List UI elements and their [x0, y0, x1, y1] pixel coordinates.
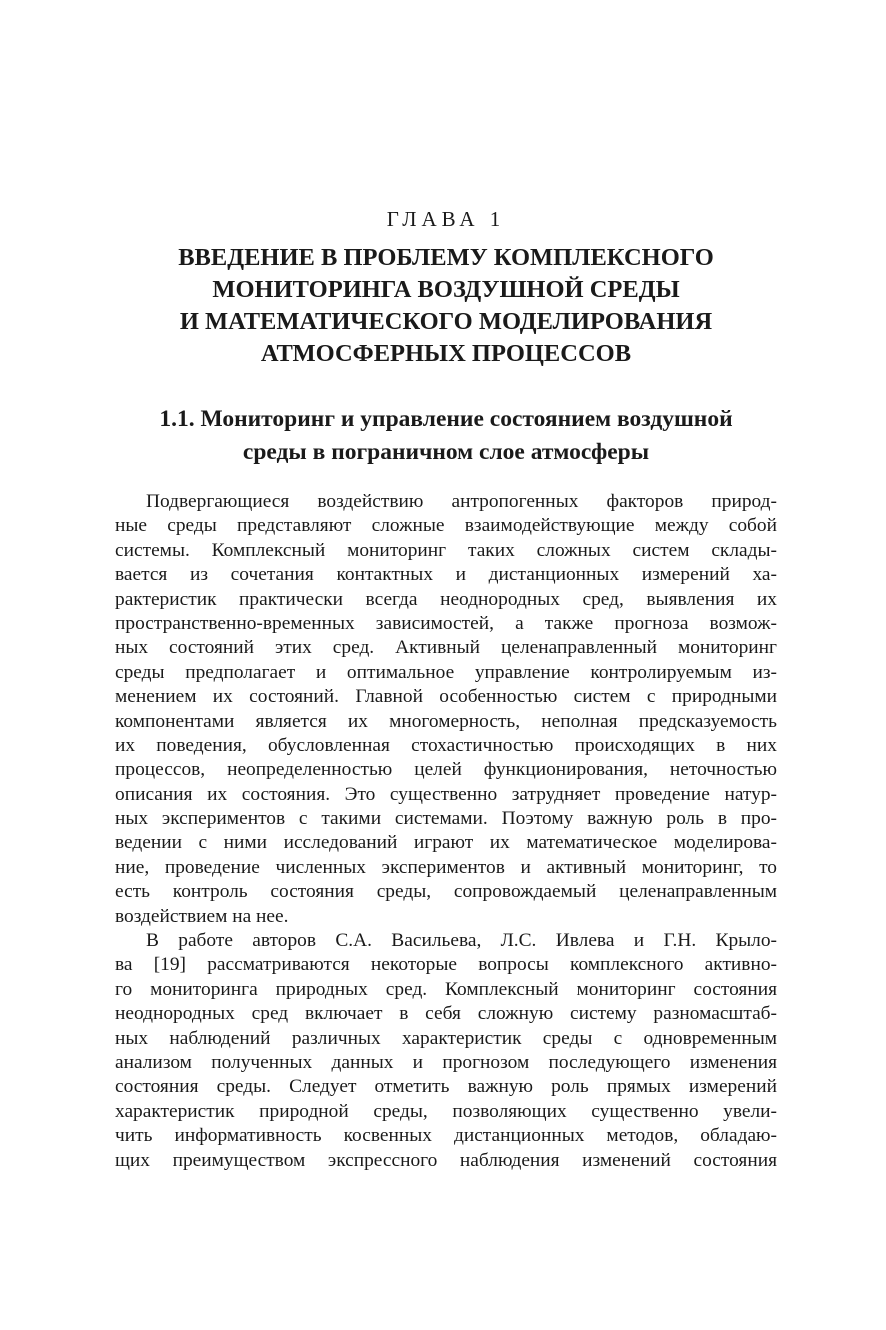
text-line: процессов, неопределенностью целей функционирования, неточностью: [115, 759, 777, 781]
paragraph-1: [115, 490, 777, 929]
text-line: ведении с ними исследований играют их математическое моделирова-: [115, 832, 777, 854]
text-line: В работе авторов С.А. Васильева, Л.С. Ивлева и Г.Н. Крыло-: [146, 930, 777, 952]
text-line: их поведения, обусловленная стохастичностью происходящих в них: [115, 734, 777, 756]
text-line: вается из сочетания контактных и дистанционных измерений ха-: [115, 564, 777, 586]
paragraph-2: [115, 929, 777, 1173]
text-line: системы. Комплексный мониторинг таких сложных систем склады-: [115, 539, 777, 561]
chapter-title-line: ВВЕДЕНИЕ В ПРОБЛЕМУ КОМПЛЕКСНОГО: [178, 244, 714, 271]
text-line: анализом полученных данных и прогнозом последующего изменения: [115, 1051, 777, 1073]
text-line: щих преимуществом экспрессного наблюдения изменений состояния: [115, 1149, 777, 1171]
text-line: ных состояний этих сред. Активный целенаправленный мониторинг: [115, 637, 777, 659]
text-line: описания их состояния. Это существенно затрудняет проведение натур-: [115, 783, 777, 805]
section-title: [115, 403, 777, 469]
text-line: есть контроль состояния среды, сопровождаемый целенаправленным: [115, 881, 777, 903]
text-line: чить информативность косвенных дистанционных методов, обладаю-: [115, 1125, 777, 1147]
section-title-line: среды в пограничном слое атмосферы: [242, 439, 650, 465]
text-line: менением их состояний. Главной особенностью систем с природными: [115, 686, 777, 708]
text-line: рактеристик практически всегда неоднородных сред, выявления их: [115, 588, 777, 610]
chapter-title-line: И МАТЕМАТИЧЕСКОГО МОДЕЛИРОВАНИЯ: [179, 308, 713, 335]
text-line: компонентами является их многомерность, неполная предсказуемость: [115, 710, 777, 732]
text-line: характеристик природной среды, позволяющих существенно увели-: [115, 1100, 777, 1122]
text-line: состояния среды. Следует отметить важную роль прямых измерений: [115, 1076, 777, 1098]
text-line: ных экспериментов с такими системами. Поэтому важную роль в про-: [115, 808, 777, 830]
chapter-label: ГЛАВА 1: [386, 207, 506, 231]
text-line: ва [19] рассматриваются некоторые вопросы комплексного активно-: [115, 954, 777, 976]
text-line: воздействием на нее.: [115, 905, 289, 927]
text-line: ные среды представляют сложные взаимодействующие между собой: [115, 515, 777, 537]
text-line: неоднородных сред включает в себя сложную систему разномасштаб-: [115, 1003, 777, 1025]
body-text: [115, 490, 777, 1173]
text-line: Подвергающиеся воздействию антропогенных факторов природ-: [146, 491, 777, 512]
text-line: ние, проведение численных экспериментов и активный мониторинг, то: [115, 856, 777, 878]
text-line: ных наблюдений различных характеристик среды с одновременным: [115, 1027, 777, 1049]
section-title-line: 1.1. Мониторинг и управление состоянием воздушной: [159, 406, 733, 432]
chapter-title-line: АТМОСФЕРНЫХ ПРОЦЕССОВ: [260, 340, 632, 367]
chapter-title-line: МОНИТОРИНГА ВОЗДУШНОЙ СРЕДЫ: [212, 276, 680, 303]
chapter-title: [115, 242, 777, 370]
text-line: пространственно-временных зависимостей, а также прогноза возмож-: [115, 612, 777, 634]
text-line: го мониторинга природных сред. Комплексный мониторинг состояния: [115, 978, 777, 1000]
text-line: среды предполагает и оптимальное управление контролируемым из-: [115, 661, 777, 683]
